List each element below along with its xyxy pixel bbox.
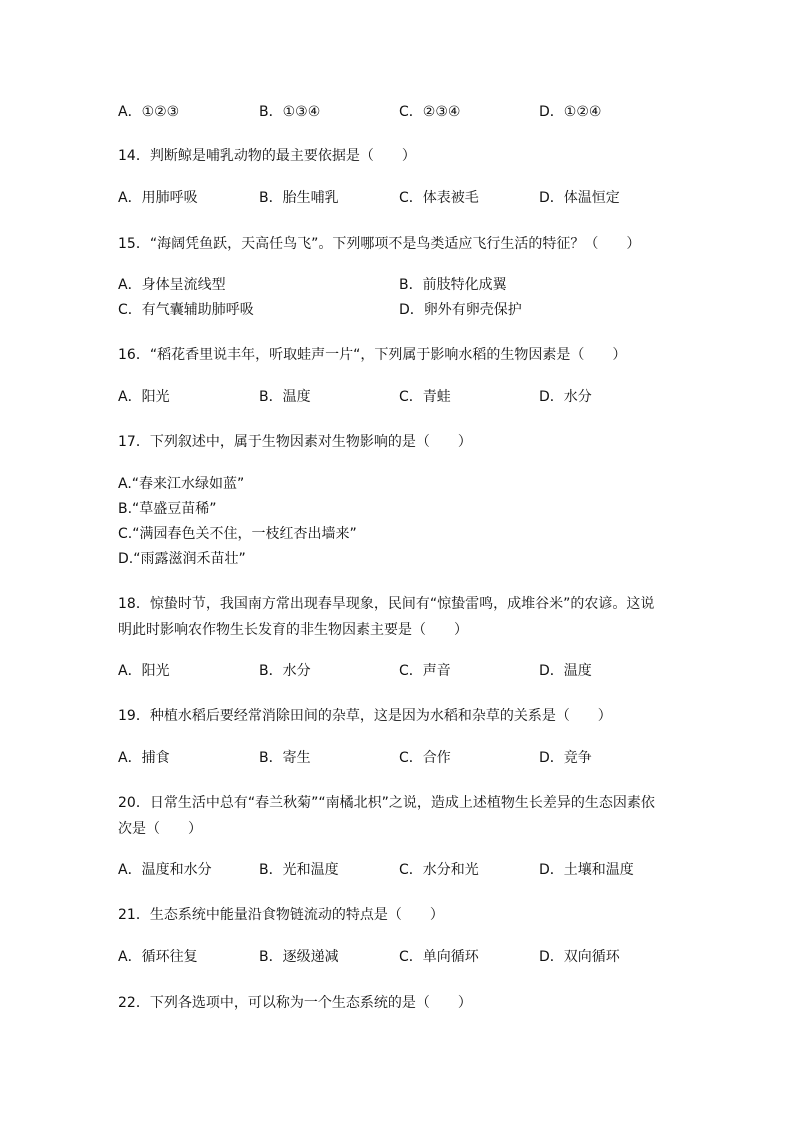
q15-option-c: C．有气囊辅助肺呼吸 — [118, 302, 254, 318]
q14-option-c: C．体表被毛 — [399, 190, 479, 206]
q13-options — [118, 101, 678, 125]
q20-option-c: C．水分和光 — [399, 862, 479, 878]
q13-option-a: A．①②③ — [118, 104, 180, 120]
q19-options — [118, 747, 678, 771]
q21-stem: 21．生态系统中能量沿食物链流动的特点是（ ） — [118, 907, 444, 923]
q16-option-b: B．温度 — [259, 389, 311, 405]
q16-options — [118, 386, 678, 410]
q16-option-d: D．水分 — [539, 389, 592, 405]
q13-option-c: C．②③④ — [399, 104, 461, 120]
q18-options — [118, 660, 678, 684]
q20-stem-line2: 次是（ ） — [118, 821, 202, 837]
q17-stem: 17．下列叙述中，属于生物因素对生物影响的是（ ） — [118, 434, 472, 450]
q18-option-a: A．阳光 — [118, 663, 170, 679]
q20-option-a: A．温度和水分 — [118, 862, 212, 878]
q19-stem: 19．种植水稻后要经常消除田间的杂草，这是因为水稻和杂草的关系是（ ） — [118, 708, 612, 724]
q17-option-a: A.“春来江水绿如蓝” — [118, 476, 245, 492]
q18-stem-line1: 18．惊蛰时节，我国南方常出现春旱现象，民间有“惊蛰雷鸣，成堆谷米”的农谚。这说 — [118, 596, 655, 612]
q16-option-a: A．阳光 — [118, 389, 170, 405]
q20-option-d: D．土壤和温度 — [539, 862, 634, 878]
q15-option-b: B．前肢特化成翼 — [399, 277, 507, 293]
q19-option-d: D．竞争 — [539, 750, 592, 766]
q16-option-c: C．青蛙 — [399, 389, 451, 405]
q21-option-b: B．逐级递减 — [259, 949, 339, 965]
q20-options — [118, 859, 678, 883]
q15-stem: 15．“海阔凭鱼跃，天高任鸟飞”。下列哪项不是鸟类适应飞行生活的特征？（ ） — [118, 236, 641, 252]
q15-options-row1 — [118, 274, 678, 298]
q17-option-d: D.“雨露滋润禾苗壮” — [118, 551, 246, 567]
q14-option-a: A．用肺呼吸 — [118, 190, 198, 206]
q18-option-b: B．水分 — [259, 663, 311, 679]
q18-stem-line2: 明此时影响农作物生长发育的非生物因素主要是（ ） — [118, 622, 468, 638]
q15-options-row2 — [118, 299, 678, 323]
q13-option-b: B．①③④ — [259, 104, 321, 120]
q17-option-b: B.“草盛豆苗稀” — [118, 501, 217, 517]
q20-option-b: B．光和温度 — [259, 862, 339, 878]
q19-option-c: C．合作 — [399, 750, 451, 766]
q16-stem: 16．“稻花香里说丰年，听取蛙声一片“，下列属于影响水稻的生物因素是（ ） — [118, 347, 627, 363]
q21-option-a: A．循环往复 — [118, 949, 198, 965]
q14-option-b: B．胎生哺乳 — [259, 190, 339, 206]
q19-option-b: B．寄生 — [259, 750, 311, 766]
q14-stem: 14．判断鲸是哺乳动物的最主要依据是（ ） — [118, 148, 416, 164]
q20-stem-line1: 20．日常生活中总有“春兰秋菊”“南橘北枳”之说，造成上述植物生长差异的生态因素依 — [118, 795, 655, 811]
q15-option-a: A．身体呈流线型 — [118, 277, 226, 293]
q21-options — [118, 946, 678, 970]
q14-options — [118, 187, 678, 211]
q19-option-a: A．捕食 — [118, 750, 170, 766]
q22-stem: 22．下列各选项中，可以称为一个生态系统的是（ ） — [118, 995, 472, 1011]
q21-option-d: D．双向循环 — [539, 949, 620, 965]
q18-option-d: D．温度 — [539, 663, 592, 679]
q13-option-d: D．①②④ — [539, 104, 602, 120]
q18-option-c: C．声音 — [399, 663, 451, 679]
q14-option-d: D．体温恒定 — [539, 190, 620, 206]
q17-option-c: C.“满园春色关不住，一枝红杏出墙来” — [118, 526, 357, 542]
q21-option-c: C．单向循环 — [399, 949, 479, 965]
q15-option-d: D．卵外有卵壳保护 — [399, 302, 522, 318]
